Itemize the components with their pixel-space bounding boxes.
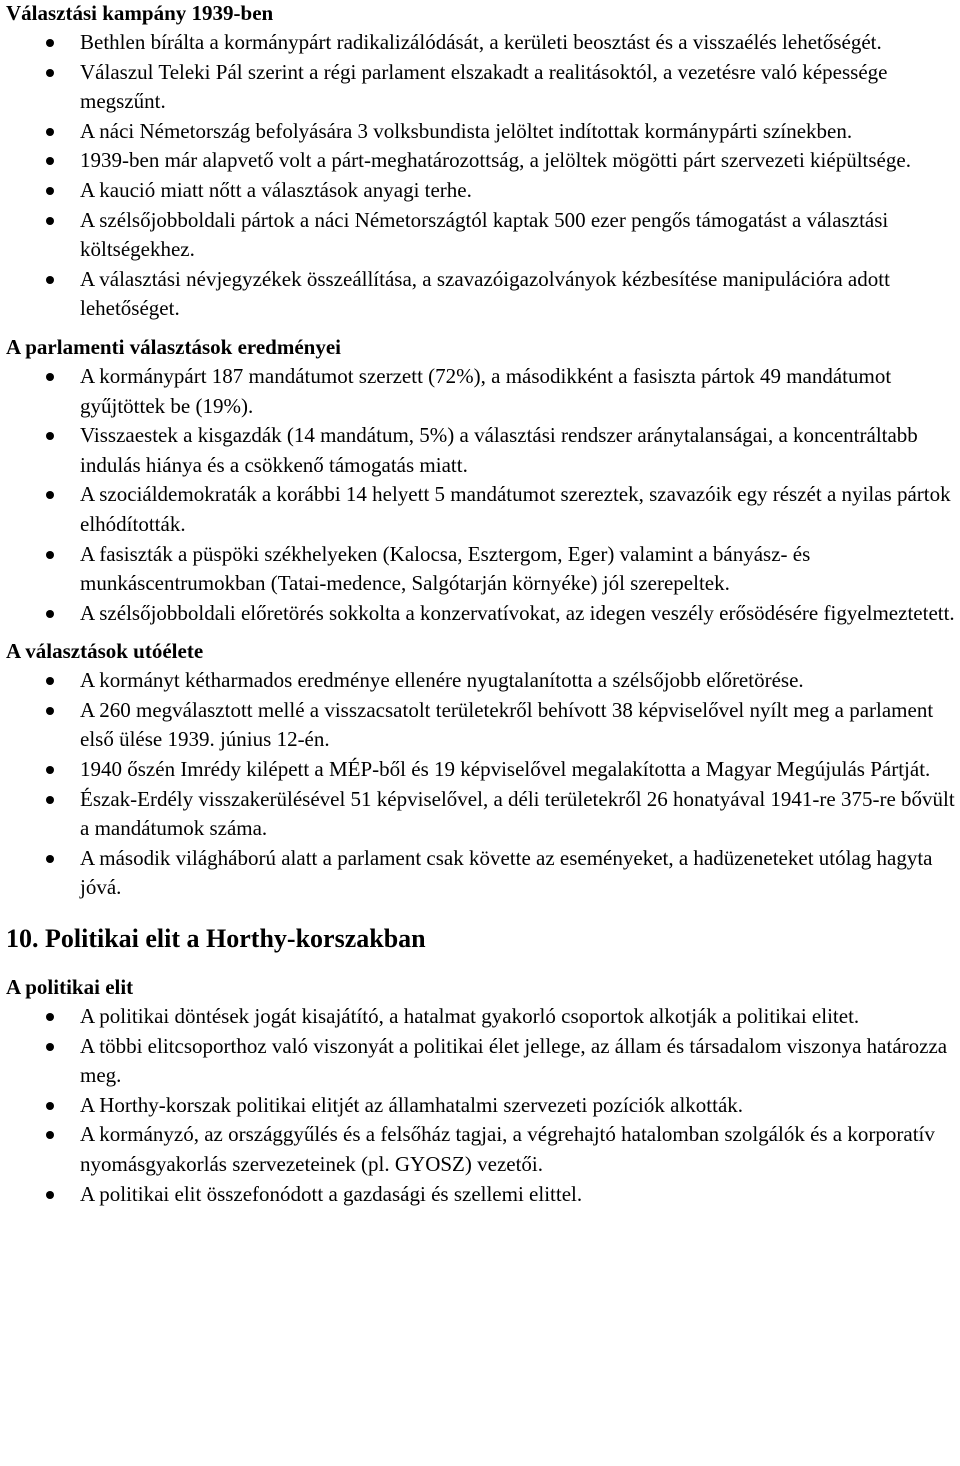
list-item: Bethlen bírálta a kormánypárt radikalizálódását, a kerületi beosztást és a visszaélés lehetőségét. — [6, 28, 958, 58]
section-heading-campaign: Választási kampány 1939-ben — [6, 1, 274, 25]
list-item: A fasiszták a püspöki székhelyeken (Kalocsa, Esztergom, Eger) valamint a bányász- és munkáscentrumokban (Tatai-medence, Salgótarján környéke) jól szerepeltek. — [6, 540, 958, 599]
document-page — [6, 0, 958, 1209]
list-item: Visszaestek a kisgazdák (14 mandátum, 5%) a választási rendszer aránytalanságai, a koncentráltabb indulás hiánya és a csökkenő támogatás miatt. — [6, 421, 958, 480]
bullet-icon — [46, 157, 54, 165]
bullet-icon — [46, 217, 54, 225]
list-item: A politikai döntések jogát kisajátító, a hatalmat gyakorló csoportok alkotják a politikai elitet. — [6, 1002, 958, 1032]
section-heading-political-elite: A politikai elit — [6, 975, 134, 1000]
list-item: A politikai elit összefonódott a gazdasági és szellemi elittel. — [6, 1180, 958, 1210]
list-item: A szélsőjobboldali előretörés sokkolta a konzervatívokat, az idegen veszély erősödésére figyelmeztetett. — [6, 599, 958, 629]
bullet-icon — [46, 432, 54, 440]
list-item: A kaució miatt nőtt a választások anyagi terhe. — [6, 176, 958, 206]
list-item: A többi elitcsoporthoz való viszonyát a politikai élet jellege, az állam és társadalom viszonya határozza meg. — [6, 1032, 958, 1091]
political-elite-list — [6, 1002, 958, 1209]
bullet-icon — [46, 551, 54, 559]
list-item: A kormánypárt 187 mandátumot szerzett (72%), a másodikként a fasiszta pártok 49 mandátumot gyűjtöttek be (19%). — [6, 362, 958, 421]
bullet-icon — [46, 766, 54, 774]
bullet-icon — [46, 69, 54, 77]
bullet-icon — [46, 39, 54, 47]
bullet-icon — [46, 373, 54, 381]
section-heading-aftermath: A választások utóélete — [6, 639, 204, 664]
section-heading-results: A parlamenti választások eredményei — [6, 334, 341, 359]
bullet-icon — [46, 677, 54, 685]
bullet-icon — [46, 796, 54, 804]
bullet-icon — [46, 1191, 54, 1199]
bullet-icon — [46, 276, 54, 284]
aftermath-list — [6, 666, 958, 903]
bullet-icon — [46, 855, 54, 863]
list-item: Válaszul Teleki Pál szerint a régi parlament elszakadt a realitásoktól, a vezetésre való képessége megszűnt. — [6, 58, 958, 117]
list-item: 1939-ben már alapvető volt a párt-meghatározottság, a jelöltek mögötti párt szervezeti kiépültsége. — [6, 146, 958, 176]
bullet-icon — [46, 491, 54, 499]
list-item: 1940 őszén Imrédy kilépett a MÉP-ből és 19 képviselővel megalakította a Magyar Megújulás Pártját. — [6, 755, 958, 785]
bullet-icon — [46, 1131, 54, 1139]
bullet-icon — [46, 128, 54, 136]
list-item: A náci Németország befolyására 3 volksbundista jelöltet indítottak kormánypárti színekben. — [6, 117, 958, 147]
list-item: A kormányzó, az országgyűlés és a felsőház tagjai, a végrehajtó hatalomban szolgálók és a korporatív nyomásgyakorlás szervezeteinek (pl. GYOSZ) vezetői. — [6, 1120, 958, 1179]
list-item: A Horthy-korszak politikai elitjét az államhatalmi szervezeti pozíciók alkották. — [6, 1091, 958, 1121]
list-item: A szélsőjobboldali pártok a náci Németországtól kaptak 500 ezer pengős támogatást a választási költségekhez. — [6, 206, 958, 265]
bullet-icon — [46, 707, 54, 715]
campaign-list — [6, 28, 958, 324]
list-item: Észak-Erdély visszakerülésével 51 képviselővel, a déli területekről 26 honatyával 1941-re 375-re bővült a mandátumok száma. — [6, 785, 958, 844]
chapter-title: 10. Politikai elit a Horthy-korszakban — [6, 924, 426, 954]
list-item: A 260 megválasztott mellé a visszacsatolt területekről behívott 38 képviselővel nyílt meg a parlament első ülése 1939. június 12-én. — [6, 696, 958, 755]
bullet-icon — [46, 187, 54, 195]
list-item: A kormányt kétharmados eredménye ellenére nyugtalanította a szélsőjobb előretörése. — [6, 666, 958, 696]
results-list — [6, 362, 958, 628]
bullet-icon — [46, 610, 54, 618]
bullet-icon — [46, 1043, 54, 1051]
list-item: A második világháború alatt a parlament csak követte az eseményeket, a hadüzeneteket utólag hagyta jóvá. — [6, 844, 958, 903]
list-item: A szociáldemokraták a korábbi 14 helyett 5 mandátumot szereztek, szavazóik egy részét a nyilas pártok elhódították. — [6, 480, 958, 539]
list-item: A választási névjegyzékek összeállítása, a szavazóigazolványok kézbesítése manipulációra adott lehetőséget. — [6, 265, 958, 324]
bullet-icon — [46, 1102, 54, 1110]
bullet-icon — [46, 1013, 54, 1021]
